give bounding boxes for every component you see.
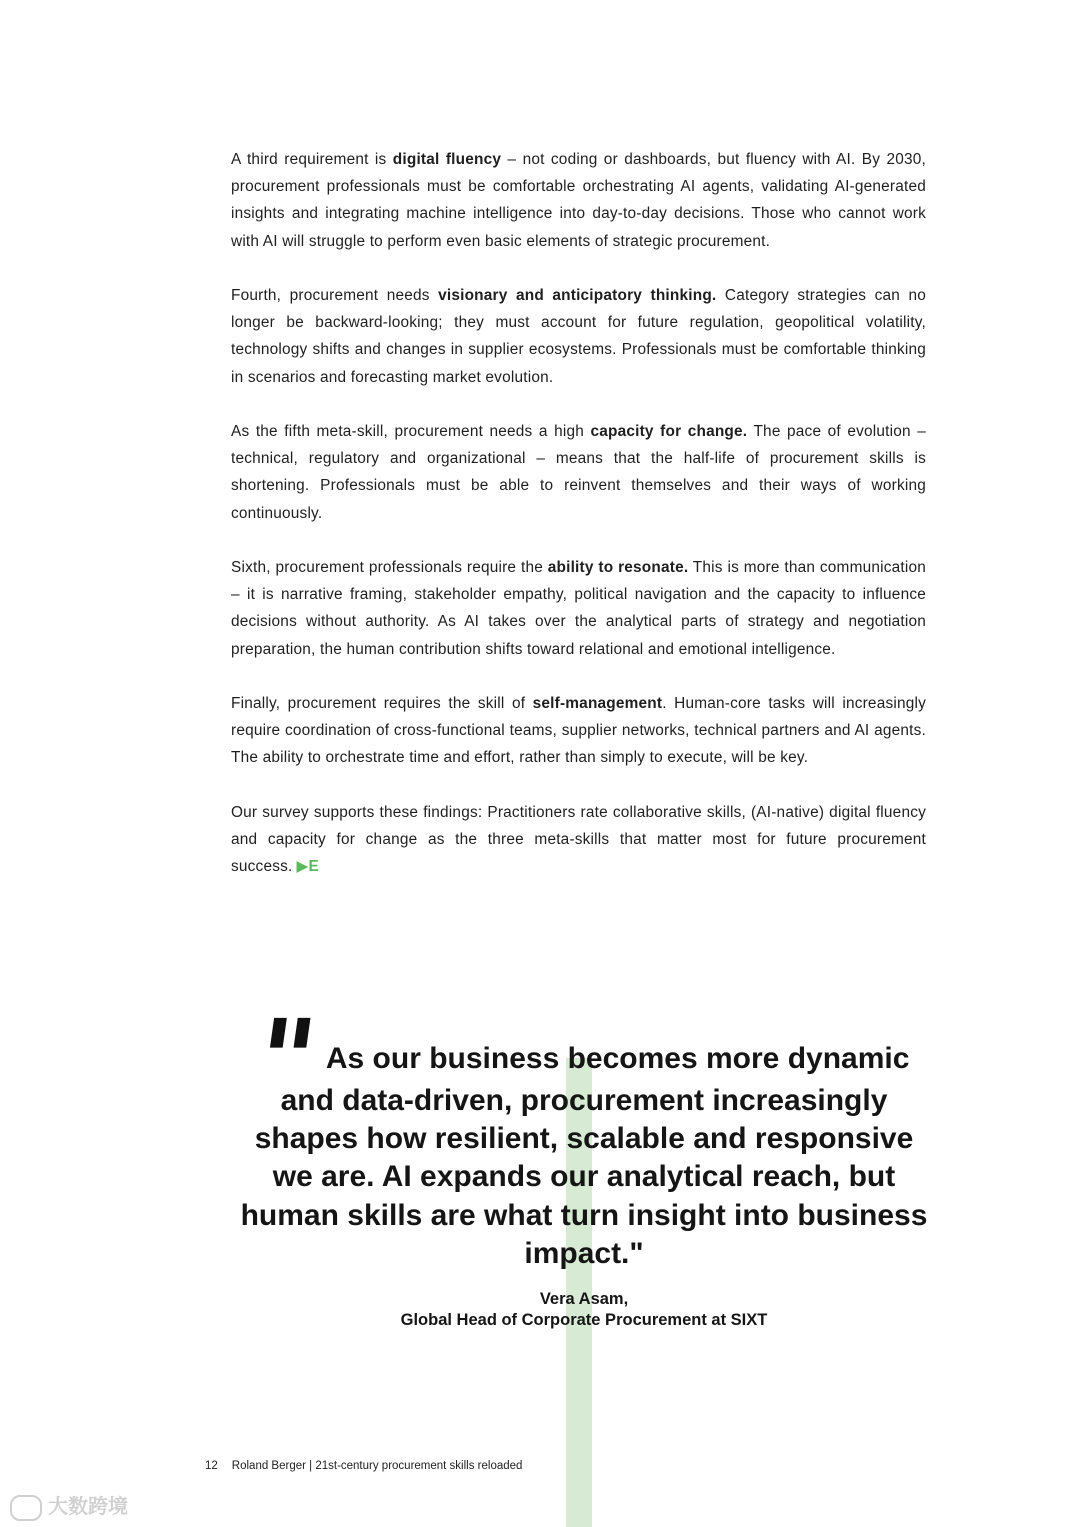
watermark-logo-icon — [10, 1495, 42, 1521]
paragraph-capacity-for-change: As the fifth meta-skill, procurement needs a high capacity for change. The pace of evolution – technical, regulatory and organizational – means that the half-life of procurement skills is shortening. Professionals must be able to reinvent themselves and their ways of working continuously. — [231, 423, 926, 522]
end-mark-icon: ▶E — [296, 858, 319, 876]
page-footer — [205, 1460, 522, 1472]
footer-title: Roland Berger | 21st-century procurement skills reloaded — [231, 1460, 523, 1472]
watermark-text: 大数跨境 — [48, 1496, 128, 1518]
paragraph-digital-fluency: A third requirement is digital fluency – not coding or dashboards, but fluency with AI. By 2030, procurement professionals must be comfortable orchestrating AI agents, validating AI-generated insights and integrating machine intelligence into day-to-day decisions. Those who cannot work with AI will struggle to perform even basic elements of strategic procurement. — [231, 151, 926, 250]
bold-term: capacity for change. — [590, 423, 748, 440]
paragraph-self-management: Finally, procurement requires the skill of self-management. Human-core tasks will increasingly require coordination of cross-functional teams, supplier networks, technical partners and AI agents. The ability to orchestrate time and effort, rather than simply to execute, will be key. — [231, 695, 927, 767]
page-number: 12 — [205, 1460, 218, 1472]
quote-author: Vera Asam, — [539, 1290, 629, 1309]
quote-text: "As our business becomes more dynamic and data-driven, procurement increasingly shapes how resilient, scalable and responsive we are. AI expands our analytical reach, but human skills are what turn insight into business impact." — [240, 996, 928, 1270]
quote-author-title: Global Head of Corporate Procurement at SIXT — [400, 1311, 768, 1330]
bold-term: self-management — [532, 695, 663, 712]
watermark — [10, 1490, 128, 1521]
bold-term: digital fluency — [392, 151, 502, 168]
bold-term: ability to resonate. — [547, 559, 689, 576]
paragraph-ability-to-resonate: Sixth, procurement professionals require the ability to resonate. This is more than communication – it is narrative framing, stakeholder empathy, political navigation and the capacity to influence decisions without authority. As AI takes over the analytical parts of strategy and negotiation preparation, the human contribution shifts toward relational and emotional intelligence. — [231, 559, 926, 658]
body-text — [231, 146, 926, 880]
quote-attribution — [240, 1289, 928, 1331]
paragraph-visionary-thinking: Fourth, procurement needs visionary and anticipatory thinking. Category strategies can no longer be backward-looking; they must account for future regulation, geopolitical volatility, technology shifts and changes in supplier ecosystems. Professionals must be comfortable thinking in scenarios and forecasting market evolution. — [231, 287, 927, 386]
paragraph-survey-findings: Our survey supports these findings: Practitioners rate collaborative skills, (AI-native) digital fluency and capacity for change as the three meta-skills that matter most for future procurement success. ▶E — [231, 803, 926, 876]
bold-term: visionary and anticipatory thinking. — [438, 287, 717, 304]
quote-mark-icon: " — [248, 996, 324, 1124]
pull-quote — [240, 996, 928, 1331]
